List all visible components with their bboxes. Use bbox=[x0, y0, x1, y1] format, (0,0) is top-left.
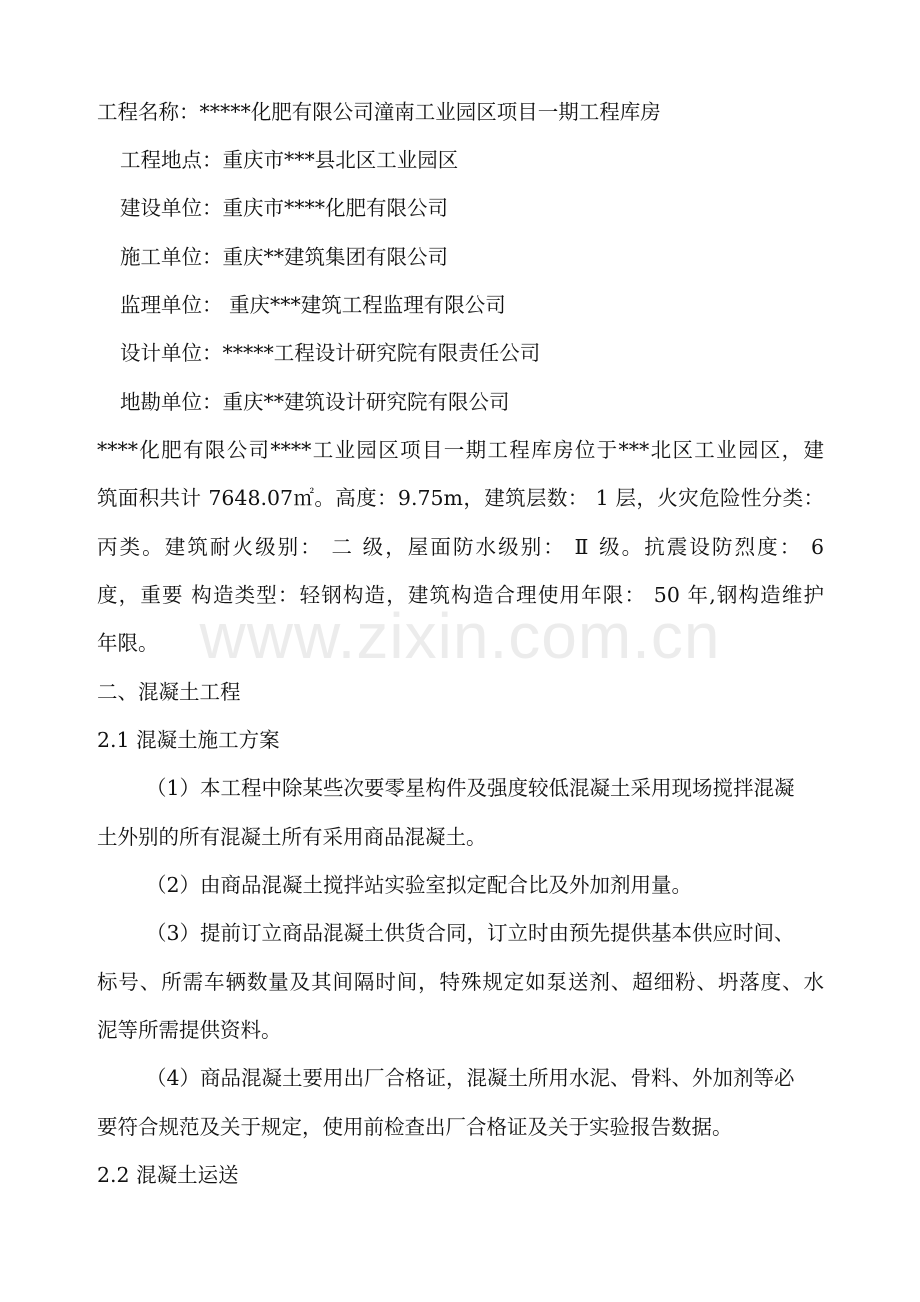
subsection-heading-2-2: 2.2 混凝土运送 bbox=[97, 1163, 239, 1187]
supervisor-line: 监理单位： 重庆***建筑工程监理有限公司 bbox=[120, 293, 506, 317]
overview-line-4: 度，重要 构造类型：轻钢构造，建筑构造合理使用年限： 50 年,钢构造维护 bbox=[97, 583, 824, 607]
item-1-line-2: 土外别的所有混凝土所有采用商品混凝土。 bbox=[97, 825, 487, 849]
project-location-line: 工程地点：重庆市***县北区工业园区 bbox=[120, 148, 459, 172]
builder-line: 建设单位：重庆市****化肥有限公司 bbox=[120, 196, 448, 220]
project-name-line: 工程名称：*****化肥有限公司潼南工业园区项目一期工程库房 bbox=[97, 100, 661, 124]
item-2-line-1: （2）由商品混凝土搅拌站实验室拟定配合比及外加剂用量。 bbox=[146, 873, 693, 897]
item-4-line-1: （4）商品混凝土要用出厂合格证，混凝土所用水泥、骨料、外加剂等必 bbox=[146, 1066, 795, 1090]
overview-line-1: ****化肥有限公司****工业园区项目一期工程库房位于***北区工业园区，建 bbox=[97, 438, 824, 462]
designer-line: 设计单位：*****工程设计研究院有限责任公司 bbox=[120, 341, 541, 365]
watermark-text: www.zixin.com.cn bbox=[199, 600, 721, 672]
overview-line-2: 筑面积共计 7648.07㎡。高度：9.75m，建筑层数： 1 层，火灾危险性分类： bbox=[97, 486, 824, 510]
item-3-line-3: 泥等所需提供资料。 bbox=[97, 1018, 282, 1042]
surveyor-line: 地勘单位：重庆**建筑设计研究院有限公司 bbox=[120, 390, 510, 414]
overview-line-3: 丙类。建筑耐火级别： 二 级，屋面防水级别： Ⅱ 级。抗震设防烈度： 6 bbox=[97, 535, 824, 559]
item-3-line-1: （3）提前订立商品混凝土供货合同，订立时由预先提供基本供应时间、 bbox=[146, 921, 795, 945]
item-1-line-1: （1）本工程中除某些次要零星构件及强度较低混凝土采用现场搅拌混凝 bbox=[146, 776, 795, 800]
item-4-line-2: 要符合规范及关于规定，使用前检查出厂合格证及关于实验报告数据。 bbox=[97, 1115, 733, 1139]
subsection-heading-2-1: 2.1 混凝土施工方案 bbox=[97, 728, 280, 752]
section-heading-concrete: 二、混凝土工程 bbox=[97, 680, 241, 704]
overview-line-5: 年限。 bbox=[97, 631, 159, 655]
contractor-line: 施工单位：重庆**建筑集团有限公司 bbox=[120, 245, 448, 269]
item-3-line-2: 标号、所需车辆数量及其间隔时间，特殊规定如泵送剂、超细粉、坍落度、水 bbox=[97, 970, 824, 994]
